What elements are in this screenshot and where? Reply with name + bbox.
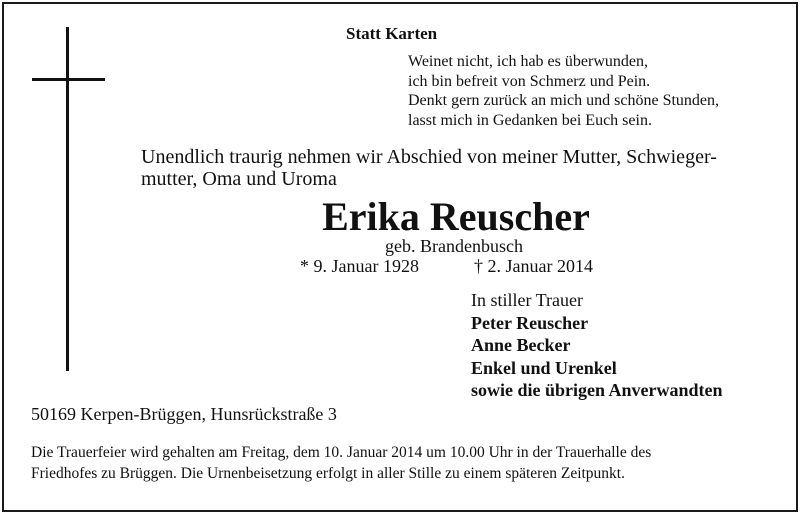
deceased-name-block (0, 195, 800, 239)
intro-line: Unendlich traurig nehmen wir Abschied von meiner Mutter, Schwieger- (141, 146, 717, 168)
funeral-notice (31, 442, 776, 484)
mourner-name: sowie die übrigen Anverwandten (471, 380, 723, 400)
death-date: † 2. Januar 2014 (474, 256, 593, 276)
birth-date: * 9. Januar 1928 (300, 256, 419, 276)
mourners-intro: In stiller Trauer (471, 290, 583, 310)
poem-line: lasst mich in Gedanken bei Euch sein. (408, 111, 652, 129)
address: 50169 Kerpen-Brüggen, Hunsrückstraße 3 (31, 404, 337, 424)
mourner-name: Anne Becker (471, 335, 571, 355)
notice-line: Die Trauerfeier wird gehalten am Freitag, dem 10. Januar 2014 um 10.00 Uhr in der Trauerhalle des (31, 444, 652, 461)
deceased-name: Erika Reuscher (322, 194, 590, 239)
poem-line: Weinet nicht, ich hab es überwunden, (408, 53, 648, 70)
intro-line: mutter, Oma und Uroma (141, 168, 337, 190)
poem (408, 52, 719, 130)
cross-horizontal-bar (32, 78, 105, 81)
maiden-name-block (0, 236, 800, 257)
header-label: Statt Karten (346, 24, 438, 43)
maiden-name: geb. Brandenbusch (385, 236, 523, 256)
poem-line: ich bin befreit von Schmerz und Pein. (408, 72, 651, 90)
poem-line: Denkt gern zurück an mich und schöne Stunden, (408, 92, 720, 109)
mourners-list (471, 289, 723, 402)
mourner-name: Peter Reuscher (471, 312, 589, 333)
mourner-name: Enkel und Urenkel (471, 357, 617, 378)
notice-line: Friedhofes zu Brüggen. Die Urnenbeisetzung erfolgt in aller Stille zu einem späteren Zeitpunkt. (31, 465, 625, 482)
intro-text (141, 146, 717, 190)
